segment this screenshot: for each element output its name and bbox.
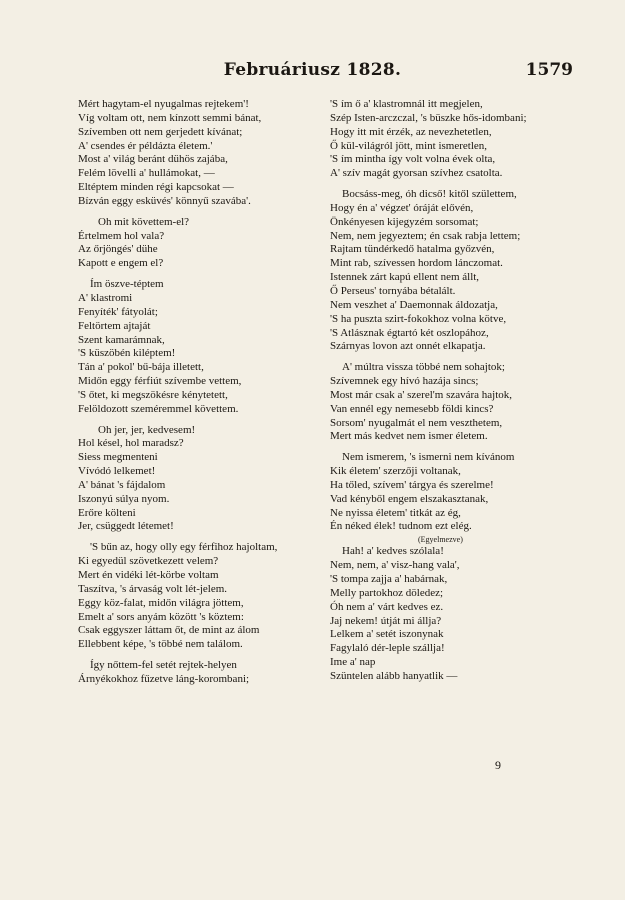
verse-line: Siess megmenteni: [78, 451, 158, 464]
verse-line: Hah! a' kedves szólala!: [342, 545, 444, 558]
verse-line: A' csendes ér példázta életem.': [78, 139, 213, 152]
verse-line: Felöldozott szeméremmel követtem.: [78, 402, 239, 415]
verse-line: Árnyékokhoz fűzetve láng-korombani;: [78, 672, 250, 685]
verse-line: Én néked élek! tudnom ezt elég.: [330, 520, 472, 533]
verse-line: Eltéptem minden régi kapcsokat —: [78, 181, 234, 194]
verse-line: Önkényesen kijegyzém sorsomat;: [330, 215, 479, 228]
verse-line: Értelmem hol vala?: [78, 229, 165, 242]
right-column: [330, 98, 580, 684]
verse-line: Hogy én a' végzet' óráját elővén,: [330, 201, 474, 214]
page-title: Februáriusz 1828.: [223, 60, 402, 80]
verse-line: Ellebbent képe, 's többé nem találom.: [78, 638, 243, 651]
verse-line: Ha tőled, szívem' tárgya és szerelme!: [330, 478, 494, 491]
verse-line: Ő kül-világról jött, mint ismeretlen,: [330, 139, 488, 152]
verse-line: Oh jer, jer, kedvesem!: [98, 423, 196, 436]
verse-line: Sorsom' nyugalmát el nem veszthetem,: [330, 416, 503, 429]
verse-line: Vad kényből engem elszakasztanak,: [330, 492, 489, 505]
verse-line: Felém lövelli a' hullámokat, —: [78, 167, 215, 180]
verse-line: Szárnyas lovon azt onnét elkapatja.: [330, 340, 486, 353]
stanza-gap: [330, 354, 580, 361]
verse-line: Ne nyissa életem' titkát az ég,: [330, 506, 461, 519]
verse-line: Szívemben ott nem gerjedett kívánat;: [78, 125, 243, 138]
verse-line: 'S ha puszta szirt-fokokhoz volna kötve,: [330, 312, 507, 325]
verse-line: Jer, csüggedt létemet!: [78, 520, 174, 533]
stanza-gap: [330, 181, 580, 188]
verse-line: Nem veszhet a' Daemonnak áldozatja,: [330, 298, 498, 311]
verse-line: Istennek zárt kapú ellent nem állt,: [330, 271, 480, 284]
verse-line: Most már csak a' szerel'm szavára hajtok,: [330, 388, 513, 401]
verse-line: Mert más kedvet nem ismer életem.: [330, 430, 488, 443]
verse-line: Szívemnek egy hívó hazája sincs;: [330, 375, 479, 388]
stanza-gap: [78, 271, 318, 278]
verse-line: Szép Isten-arczczal, 's büszke hős-idombani;: [330, 111, 527, 124]
verse-line: Oh mit követtem-el?: [98, 215, 190, 228]
stanza-gap: [78, 652, 318, 659]
verse-line: Csak eggyszer láttam őt, de mint az álom: [78, 624, 260, 637]
stage-direction: (Egyelmezve): [418, 535, 463, 545]
verse-line: Szent kamarámnak,: [78, 333, 165, 346]
verse-line: Emelt a' sors anyám között 's köztem:: [78, 610, 244, 623]
verse-line: Nem ismerem, 's ismerni nem kívánom: [342, 451, 515, 464]
verse-line: Szüntelen alább hanyatlik —: [330, 669, 458, 682]
verse-line: Nem, nem jegyeztem; én csak rabja lettem;: [330, 229, 521, 242]
verse-line: A' szív magát gyorsan szívhez csatolta.: [330, 167, 503, 180]
verse-line: Ő Perseus' tornyába bétalált.: [330, 284, 456, 297]
verse-line: Kapott e engem el?: [78, 257, 164, 270]
verse-line: Nem, nem, a' visz-hang vala',: [330, 559, 460, 572]
verse-line: 'S őtet, ki megszökésre kénytetett,: [78, 388, 228, 401]
verse-line: Rajtam tündérkedő hatalma győzvén,: [330, 243, 495, 256]
stanza-gap: [330, 444, 580, 451]
verse-line: Jaj nekem! útját mi állja?: [330, 614, 442, 627]
verse-line: Víg voltam ott, nem kínzott semmi bánat,: [78, 111, 262, 124]
verse-line: 'S bűn az, hogy olly egy férfihoz hajoltam,: [90, 541, 278, 554]
verse-line: Így nőttem-fel setét rejtek-helyen: [90, 659, 237, 672]
stanza-gap: [78, 209, 318, 216]
verse-line: Fagylaló dér-leple szállja!: [330, 642, 445, 655]
verse-line: Fenyíték' fátyolát;: [78, 305, 158, 318]
verse-line: 'S ím ő a' klastromnál itt megjelen,: [330, 98, 483, 110]
verse-line: Feltörtem ajtaját: [78, 319, 151, 332]
verse-line: Óh nem a' várt kedves ez.: [330, 600, 444, 613]
left-column: [78, 98, 318, 687]
verse-line: A' klastromi: [78, 291, 133, 304]
verse-line: Ím öszve-téptem: [90, 278, 164, 291]
stanza-gap: [78, 534, 318, 541]
verse-line: Lelkem a' setét iszonynak: [330, 628, 444, 641]
verse-line: Erőre költeni: [78, 506, 136, 519]
verse-line: Mint rab, szívessen hordom lánczomat.: [330, 257, 503, 270]
verse-line: Taszítva, 's árvaság volt lét-jelem.: [78, 582, 228, 595]
verse-line: Hogy itt mit érzék, az nevezhetetlen,: [330, 125, 492, 138]
verse-line: Az őrjöngés' dühe: [78, 243, 158, 256]
stanza-gap: [78, 417, 318, 424]
verse-line: A' bánat 's fájdalom: [78, 478, 166, 491]
verse-line: Midőn eggy férfiút szívembe vettem,: [78, 375, 242, 388]
verse-line: 'S küszöbén kiléptem!: [78, 347, 176, 360]
verse-line: Eggy köz-falat, midőn világra jöttem,: [78, 596, 244, 609]
signature-mark: 9: [495, 758, 501, 772]
verse-line: 'S tompa zajja a' habárnak,: [330, 573, 448, 585]
verse-line: Bocsáss-meg, óh dicső! kitől születtem,: [342, 188, 517, 201]
verse-line: Mért hagytam-el nyugalmas rejtekem'!: [78, 98, 249, 110]
verse-line: Melly partokhoz döledez;: [330, 586, 444, 599]
verse-line: Mert én vidéki lét-körbe voltam: [78, 569, 219, 581]
verse-line: Bízván eggy esküvés' könnyű szavába'.: [78, 194, 251, 207]
verse-line: Vívódó lelkemet!: [78, 465, 156, 478]
page-header: [0, 60, 625, 86]
verse-line: Van ennél egy nemesebb földi kincs?: [330, 402, 494, 415]
verse-line: Tán a' pokol' bű-bája illetett,: [78, 361, 204, 374]
verse-line: Ki egyedül szövetkezett velem?: [78, 555, 219, 568]
verse-line: A' múltra vissza többé nem sohajtok;: [342, 361, 505, 374]
verse-line: Kik életem' szerzőji voltanak,: [330, 465, 461, 478]
verse-line: Ime a' nap: [330, 656, 376, 669]
page-number: 1579: [525, 60, 573, 80]
verse-line: Most a' világ beránt dühös zajába,: [78, 153, 228, 166]
verse-line: Hol késel, hol maradsz?: [78, 437, 184, 450]
verse-line: 'S Atlásznak égtartó két oszlopához,: [330, 326, 489, 339]
verse-line: Iszonyú súlya nyom.: [78, 492, 170, 505]
verse-line: 'S ím mintha így volt volna évek olta,: [330, 153, 496, 166]
